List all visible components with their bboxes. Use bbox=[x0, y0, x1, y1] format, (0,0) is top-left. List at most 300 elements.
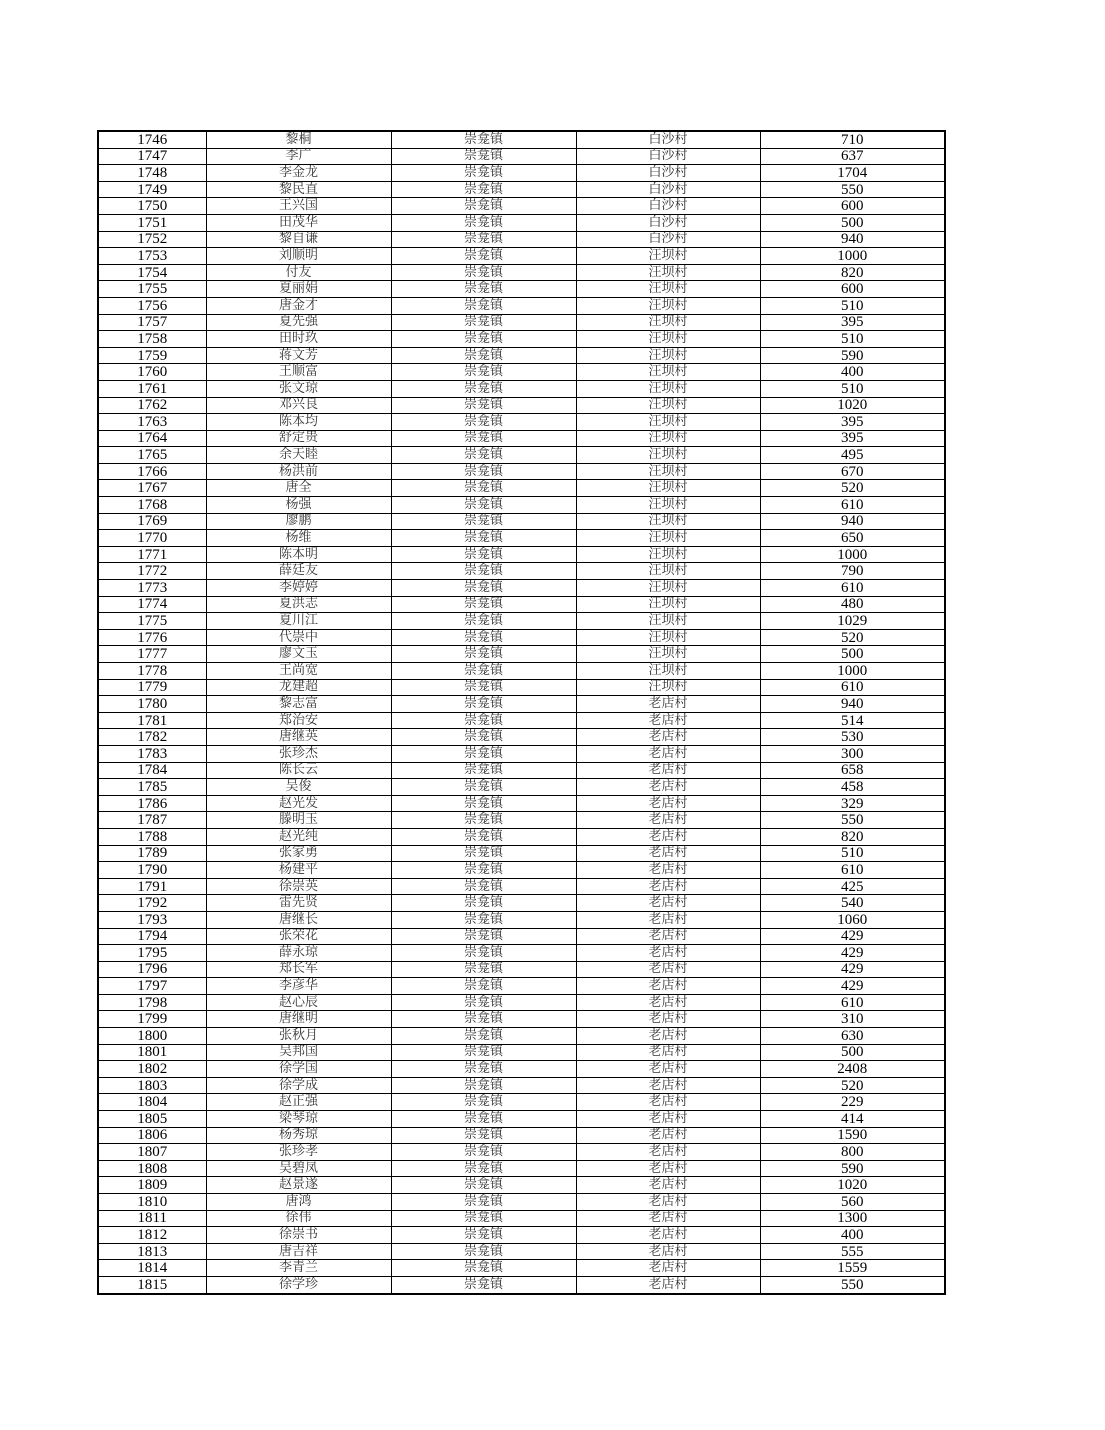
name-cell: 李婷婷 bbox=[206, 580, 391, 597]
row-number-cell: 1759 bbox=[98, 347, 206, 364]
village-cell: 老店村 bbox=[576, 1210, 760, 1227]
village-cell: 汪坝村 bbox=[576, 331, 760, 348]
amount-cell: 520 bbox=[760, 480, 945, 497]
table-row bbox=[98, 198, 945, 215]
row-number-cell: 1802 bbox=[98, 1061, 206, 1078]
town-cell: 崇龛镇 bbox=[391, 397, 576, 414]
name-cell: 薛廷友 bbox=[206, 563, 391, 580]
amount-cell: 530 bbox=[760, 729, 945, 746]
row-number-cell: 1761 bbox=[98, 380, 206, 397]
town-cell: 崇龛镇 bbox=[391, 165, 576, 182]
table-row bbox=[98, 447, 945, 464]
town-cell: 崇龛镇 bbox=[391, 679, 576, 696]
village-cell: 老店村 bbox=[576, 862, 760, 879]
amount-cell: 395 bbox=[760, 430, 945, 447]
town-cell: 崇龛镇 bbox=[391, 945, 576, 962]
town-cell: 崇龛镇 bbox=[391, 463, 576, 480]
amount-cell: 590 bbox=[760, 347, 945, 364]
town-cell: 崇龛镇 bbox=[391, 1111, 576, 1128]
amount-cell: 550 bbox=[760, 1276, 945, 1293]
amount-cell: 555 bbox=[760, 1243, 945, 1260]
row-number-cell: 1765 bbox=[98, 447, 206, 464]
amount-cell: 329 bbox=[760, 795, 945, 812]
town-cell: 崇龛镇 bbox=[391, 231, 576, 248]
row-number-cell: 1797 bbox=[98, 978, 206, 995]
town-cell: 崇龛镇 bbox=[391, 563, 576, 580]
table-row bbox=[98, 646, 945, 663]
name-cell: 舒定贵 bbox=[206, 430, 391, 447]
village-cell: 汪坝村 bbox=[576, 629, 760, 646]
name-cell: 夏川江 bbox=[206, 613, 391, 630]
row-number-cell: 1783 bbox=[98, 745, 206, 762]
table-row bbox=[98, 696, 945, 713]
name-cell: 唐继明 bbox=[206, 1011, 391, 1028]
name-cell: 梁琴琼 bbox=[206, 1111, 391, 1128]
table-row bbox=[98, 895, 945, 912]
village-cell: 老店村 bbox=[576, 1061, 760, 1078]
row-number-cell: 1771 bbox=[98, 546, 206, 563]
village-cell: 汪坝村 bbox=[576, 563, 760, 580]
table-row bbox=[98, 1094, 945, 1111]
village-cell: 汪坝村 bbox=[576, 430, 760, 447]
table-row bbox=[98, 1160, 945, 1177]
village-cell: 汪坝村 bbox=[576, 513, 760, 530]
name-cell: 余天睦 bbox=[206, 447, 391, 464]
village-cell: 汪坝村 bbox=[576, 297, 760, 314]
town-cell: 崇龛镇 bbox=[391, 1028, 576, 1045]
table-row bbox=[98, 779, 945, 796]
table-row bbox=[98, 347, 945, 364]
table-row bbox=[98, 148, 945, 165]
table-row bbox=[98, 1011, 945, 1028]
table-row bbox=[98, 1260, 945, 1277]
town-cell: 崇龛镇 bbox=[391, 629, 576, 646]
row-number-cell: 1784 bbox=[98, 762, 206, 779]
row-number-cell: 1798 bbox=[98, 994, 206, 1011]
table-row bbox=[98, 1028, 945, 1045]
row-number-cell: 1799 bbox=[98, 1011, 206, 1028]
village-cell: 老店村 bbox=[576, 1160, 760, 1177]
table-body bbox=[98, 131, 945, 1294]
amount-cell: 650 bbox=[760, 530, 945, 547]
table-row bbox=[98, 214, 945, 231]
name-cell: 龙建超 bbox=[206, 679, 391, 696]
village-cell: 老店村 bbox=[576, 779, 760, 796]
row-number-cell: 1776 bbox=[98, 629, 206, 646]
amount-cell: 820 bbox=[760, 828, 945, 845]
table-row bbox=[98, 563, 945, 580]
name-cell: 唐全 bbox=[206, 480, 391, 497]
village-cell: 老店村 bbox=[576, 1028, 760, 1045]
table-row bbox=[98, 878, 945, 895]
town-cell: 崇龛镇 bbox=[391, 779, 576, 796]
amount-cell: 1300 bbox=[760, 1210, 945, 1227]
table-row bbox=[98, 331, 945, 348]
row-number-cell: 1813 bbox=[98, 1243, 206, 1260]
table-row bbox=[98, 945, 945, 962]
row-number-cell: 1758 bbox=[98, 331, 206, 348]
village-cell: 老店村 bbox=[576, 895, 760, 912]
amount-cell: 1000 bbox=[760, 663, 945, 680]
name-cell: 李广 bbox=[206, 148, 391, 165]
table-row bbox=[98, 1210, 945, 1227]
row-number-cell: 1775 bbox=[98, 613, 206, 630]
amount-cell: 610 bbox=[760, 862, 945, 879]
town-cell: 崇龛镇 bbox=[391, 1011, 576, 1028]
row-number-cell: 1788 bbox=[98, 828, 206, 845]
village-cell: 汪坝村 bbox=[576, 546, 760, 563]
village-cell: 白沙村 bbox=[576, 198, 760, 215]
table-row bbox=[98, 513, 945, 530]
village-cell: 汪坝村 bbox=[576, 364, 760, 381]
row-number-cell: 1800 bbox=[98, 1028, 206, 1045]
row-number-cell: 1810 bbox=[98, 1194, 206, 1211]
town-cell: 崇龛镇 bbox=[391, 596, 576, 613]
row-number-cell: 1796 bbox=[98, 961, 206, 978]
amount-cell: 425 bbox=[760, 878, 945, 895]
table-row bbox=[98, 1194, 945, 1211]
town-cell: 崇龛镇 bbox=[391, 729, 576, 746]
amount-cell: 429 bbox=[760, 961, 945, 978]
name-cell: 杨洪前 bbox=[206, 463, 391, 480]
amount-cell: 400 bbox=[760, 364, 945, 381]
town-cell: 崇龛镇 bbox=[391, 862, 576, 879]
town-cell: 崇龛镇 bbox=[391, 994, 576, 1011]
amount-cell: 514 bbox=[760, 712, 945, 729]
town-cell: 崇龛镇 bbox=[391, 1144, 576, 1161]
name-cell: 黎自谦 bbox=[206, 231, 391, 248]
row-number-cell: 1756 bbox=[98, 297, 206, 314]
row-number-cell: 1785 bbox=[98, 779, 206, 796]
table-row bbox=[98, 596, 945, 613]
row-number-cell: 1808 bbox=[98, 1160, 206, 1177]
village-cell: 汪坝村 bbox=[576, 347, 760, 364]
name-cell: 李金龙 bbox=[206, 165, 391, 182]
row-number-cell: 1760 bbox=[98, 364, 206, 381]
town-cell: 崇龛镇 bbox=[391, 795, 576, 812]
name-cell: 王顺富 bbox=[206, 364, 391, 381]
town-cell: 崇龛镇 bbox=[391, 1276, 576, 1293]
amount-cell: 800 bbox=[760, 1144, 945, 1161]
amount-cell: 1060 bbox=[760, 911, 945, 928]
amount-cell: 520 bbox=[760, 629, 945, 646]
name-cell: 夏丽娟 bbox=[206, 281, 391, 298]
town-cell: 崇龛镇 bbox=[391, 513, 576, 530]
table-row bbox=[98, 297, 945, 314]
row-number-cell: 1807 bbox=[98, 1144, 206, 1161]
name-cell: 夏先强 bbox=[206, 314, 391, 331]
town-cell: 崇龛镇 bbox=[391, 447, 576, 464]
village-cell: 老店村 bbox=[576, 1260, 760, 1277]
town-cell: 崇龛镇 bbox=[391, 214, 576, 231]
name-cell: 黎志富 bbox=[206, 696, 391, 713]
amount-cell: 500 bbox=[760, 1044, 945, 1061]
name-cell: 赵景遂 bbox=[206, 1177, 391, 1194]
amount-cell: 395 bbox=[760, 414, 945, 431]
town-cell: 崇龛镇 bbox=[391, 663, 576, 680]
name-cell: 张家勇 bbox=[206, 845, 391, 862]
row-number-cell: 1815 bbox=[98, 1276, 206, 1293]
row-number-cell: 1805 bbox=[98, 1111, 206, 1128]
village-cell: 老店村 bbox=[576, 928, 760, 945]
row-number-cell: 1777 bbox=[98, 646, 206, 663]
row-number-cell: 1754 bbox=[98, 264, 206, 281]
town-cell: 崇龛镇 bbox=[391, 1061, 576, 1078]
name-cell: 蒋文芳 bbox=[206, 347, 391, 364]
row-number-cell: 1747 bbox=[98, 148, 206, 165]
row-number-cell: 1766 bbox=[98, 463, 206, 480]
village-cell: 老店村 bbox=[576, 762, 760, 779]
town-cell: 崇龛镇 bbox=[391, 978, 576, 995]
amount-cell: 1559 bbox=[760, 1260, 945, 1277]
village-cell: 老店村 bbox=[576, 961, 760, 978]
row-number-cell: 1750 bbox=[98, 198, 206, 215]
name-cell: 杨维 bbox=[206, 530, 391, 547]
amount-cell: 630 bbox=[760, 1028, 945, 1045]
data-table bbox=[97, 130, 946, 1295]
amount-cell: 429 bbox=[760, 928, 945, 945]
name-cell: 徐崇英 bbox=[206, 878, 391, 895]
amount-cell: 1020 bbox=[760, 397, 945, 414]
table-row bbox=[98, 530, 945, 547]
village-cell: 老店村 bbox=[576, 1227, 760, 1244]
table-row bbox=[98, 961, 945, 978]
row-number-cell: 1803 bbox=[98, 1077, 206, 1094]
row-number-cell: 1755 bbox=[98, 281, 206, 298]
name-cell: 黎桐 bbox=[206, 131, 391, 148]
village-cell: 老店村 bbox=[576, 696, 760, 713]
name-cell: 刘顺明 bbox=[206, 248, 391, 265]
town-cell: 崇龛镇 bbox=[391, 497, 576, 514]
town-cell: 崇龛镇 bbox=[391, 430, 576, 447]
name-cell: 田时玖 bbox=[206, 331, 391, 348]
row-number-cell: 1782 bbox=[98, 729, 206, 746]
name-cell: 赵正强 bbox=[206, 1094, 391, 1111]
table-row bbox=[98, 281, 945, 298]
amount-cell: 229 bbox=[760, 1094, 945, 1111]
row-number-cell: 1773 bbox=[98, 580, 206, 597]
town-cell: 崇龛镇 bbox=[391, 297, 576, 314]
table-row bbox=[98, 911, 945, 928]
name-cell: 徐学珍 bbox=[206, 1276, 391, 1293]
town-cell: 崇龛镇 bbox=[391, 546, 576, 563]
town-cell: 崇龛镇 bbox=[391, 1227, 576, 1244]
town-cell: 崇龛镇 bbox=[391, 1194, 576, 1211]
amount-cell: 1029 bbox=[760, 613, 945, 630]
town-cell: 崇龛镇 bbox=[391, 895, 576, 912]
village-cell: 白沙村 bbox=[576, 231, 760, 248]
village-cell: 老店村 bbox=[576, 1127, 760, 1144]
town-cell: 崇龛镇 bbox=[391, 198, 576, 215]
row-number-cell: 1752 bbox=[98, 231, 206, 248]
table-row bbox=[98, 1077, 945, 1094]
table-row bbox=[98, 729, 945, 746]
amount-cell: 550 bbox=[760, 181, 945, 198]
name-cell: 吴邦国 bbox=[206, 1044, 391, 1061]
name-cell: 唐吉祥 bbox=[206, 1243, 391, 1260]
table-row bbox=[98, 1227, 945, 1244]
name-cell: 王尚宽 bbox=[206, 663, 391, 680]
name-cell: 陈本均 bbox=[206, 414, 391, 431]
table-row bbox=[98, 1177, 945, 1194]
row-number-cell: 1795 bbox=[98, 945, 206, 962]
village-cell: 汪坝村 bbox=[576, 397, 760, 414]
row-number-cell: 1748 bbox=[98, 165, 206, 182]
table-row bbox=[98, 414, 945, 431]
village-cell: 汪坝村 bbox=[576, 314, 760, 331]
name-cell: 张荣花 bbox=[206, 928, 391, 945]
name-cell: 杨建平 bbox=[206, 862, 391, 879]
village-cell: 汪坝村 bbox=[576, 530, 760, 547]
town-cell: 崇龛镇 bbox=[391, 828, 576, 845]
table-row bbox=[98, 397, 945, 414]
amount-cell: 600 bbox=[760, 281, 945, 298]
town-cell: 崇龛镇 bbox=[391, 331, 576, 348]
table-row bbox=[98, 1276, 945, 1293]
amount-cell: 300 bbox=[760, 745, 945, 762]
table-row bbox=[98, 862, 945, 879]
name-cell: 李彦华 bbox=[206, 978, 391, 995]
table-row bbox=[98, 1127, 945, 1144]
amount-cell: 658 bbox=[760, 762, 945, 779]
amount-cell: 940 bbox=[760, 696, 945, 713]
town-cell: 崇龛镇 bbox=[391, 181, 576, 198]
table-row bbox=[98, 165, 945, 182]
village-cell: 汪坝村 bbox=[576, 380, 760, 397]
village-cell: 汪坝村 bbox=[576, 613, 760, 630]
amount-cell: 820 bbox=[760, 264, 945, 281]
town-cell: 崇龛镇 bbox=[391, 762, 576, 779]
row-number-cell: 1764 bbox=[98, 430, 206, 447]
row-number-cell: 1757 bbox=[98, 314, 206, 331]
village-cell: 老店村 bbox=[576, 1044, 760, 1061]
table-row bbox=[98, 1111, 945, 1128]
name-cell: 吴碧凤 bbox=[206, 1160, 391, 1177]
name-cell: 赵心辰 bbox=[206, 994, 391, 1011]
name-cell: 杨秀琼 bbox=[206, 1127, 391, 1144]
village-cell: 白沙村 bbox=[576, 214, 760, 231]
table-row bbox=[98, 679, 945, 696]
table-row bbox=[98, 181, 945, 198]
row-number-cell: 1791 bbox=[98, 878, 206, 895]
name-cell: 张珍杰 bbox=[206, 745, 391, 762]
table-row bbox=[98, 1044, 945, 1061]
town-cell: 崇龛镇 bbox=[391, 1044, 576, 1061]
town-cell: 崇龛镇 bbox=[391, 414, 576, 431]
village-cell: 老店村 bbox=[576, 1243, 760, 1260]
town-cell: 崇龛镇 bbox=[391, 480, 576, 497]
table-row bbox=[98, 546, 945, 563]
name-cell: 徐伟 bbox=[206, 1210, 391, 1227]
village-cell: 汪坝村 bbox=[576, 679, 760, 696]
town-cell: 崇龛镇 bbox=[391, 1177, 576, 1194]
row-number-cell: 1768 bbox=[98, 497, 206, 514]
name-cell: 陈本明 bbox=[206, 546, 391, 563]
village-cell: 老店村 bbox=[576, 1011, 760, 1028]
town-cell: 崇龛镇 bbox=[391, 712, 576, 729]
town-cell: 崇龛镇 bbox=[391, 347, 576, 364]
amount-cell: 1590 bbox=[760, 1127, 945, 1144]
table-row bbox=[98, 795, 945, 812]
amount-cell: 480 bbox=[760, 596, 945, 613]
town-cell: 崇龛镇 bbox=[391, 928, 576, 945]
amount-cell: 1000 bbox=[760, 248, 945, 265]
village-cell: 老店村 bbox=[576, 812, 760, 829]
name-cell: 唐继英 bbox=[206, 729, 391, 746]
amount-cell: 458 bbox=[760, 779, 945, 796]
table-row bbox=[98, 994, 945, 1011]
village-cell: 白沙村 bbox=[576, 181, 760, 198]
town-cell: 崇龛镇 bbox=[391, 530, 576, 547]
amount-cell: 670 bbox=[760, 463, 945, 480]
town-cell: 崇龛镇 bbox=[391, 812, 576, 829]
amount-cell: 610 bbox=[760, 580, 945, 597]
name-cell: 徐学成 bbox=[206, 1077, 391, 1094]
amount-cell: 495 bbox=[760, 447, 945, 464]
town-cell: 崇龛镇 bbox=[391, 1260, 576, 1277]
row-number-cell: 1806 bbox=[98, 1127, 206, 1144]
village-cell: 老店村 bbox=[576, 795, 760, 812]
amount-cell: 395 bbox=[760, 314, 945, 331]
amount-cell: 590 bbox=[760, 1160, 945, 1177]
name-cell: 廖鹏 bbox=[206, 513, 391, 530]
amount-cell: 940 bbox=[760, 231, 945, 248]
name-cell: 徐崇书 bbox=[206, 1227, 391, 1244]
row-number-cell: 1770 bbox=[98, 530, 206, 547]
village-cell: 汪坝村 bbox=[576, 414, 760, 431]
name-cell: 雷先贤 bbox=[206, 895, 391, 912]
name-cell: 付友 bbox=[206, 264, 391, 281]
name-cell: 陈长云 bbox=[206, 762, 391, 779]
village-cell: 老店村 bbox=[576, 712, 760, 729]
row-number-cell: 1774 bbox=[98, 596, 206, 613]
town-cell: 崇龛镇 bbox=[391, 911, 576, 928]
name-cell: 唐继长 bbox=[206, 911, 391, 928]
name-cell: 黎民直 bbox=[206, 181, 391, 198]
village-cell: 老店村 bbox=[576, 845, 760, 862]
table-row bbox=[98, 364, 945, 381]
village-cell: 老店村 bbox=[576, 978, 760, 995]
amount-cell: 550 bbox=[760, 812, 945, 829]
table-row bbox=[98, 613, 945, 630]
town-cell: 崇龛镇 bbox=[391, 845, 576, 862]
table-row bbox=[98, 231, 945, 248]
row-number-cell: 1769 bbox=[98, 513, 206, 530]
table-row bbox=[98, 480, 945, 497]
row-number-cell: 1794 bbox=[98, 928, 206, 945]
table-row bbox=[98, 762, 945, 779]
row-number-cell: 1767 bbox=[98, 480, 206, 497]
table-row bbox=[98, 463, 945, 480]
table-row bbox=[98, 845, 945, 862]
name-cell: 薛永琼 bbox=[206, 945, 391, 962]
amount-cell: 790 bbox=[760, 563, 945, 580]
town-cell: 崇龛镇 bbox=[391, 613, 576, 630]
name-cell: 代崇中 bbox=[206, 629, 391, 646]
village-cell: 老店村 bbox=[576, 1194, 760, 1211]
village-cell: 老店村 bbox=[576, 994, 760, 1011]
row-number-cell: 1809 bbox=[98, 1177, 206, 1194]
row-number-cell: 1789 bbox=[98, 845, 206, 862]
village-cell: 老店村 bbox=[576, 945, 760, 962]
village-cell: 老店村 bbox=[576, 911, 760, 928]
row-number-cell: 1751 bbox=[98, 214, 206, 231]
table-row bbox=[98, 131, 945, 148]
name-cell: 张文琼 bbox=[206, 380, 391, 397]
town-cell: 崇龛镇 bbox=[391, 380, 576, 397]
village-cell: 汪坝村 bbox=[576, 447, 760, 464]
row-number-cell: 1792 bbox=[98, 895, 206, 912]
